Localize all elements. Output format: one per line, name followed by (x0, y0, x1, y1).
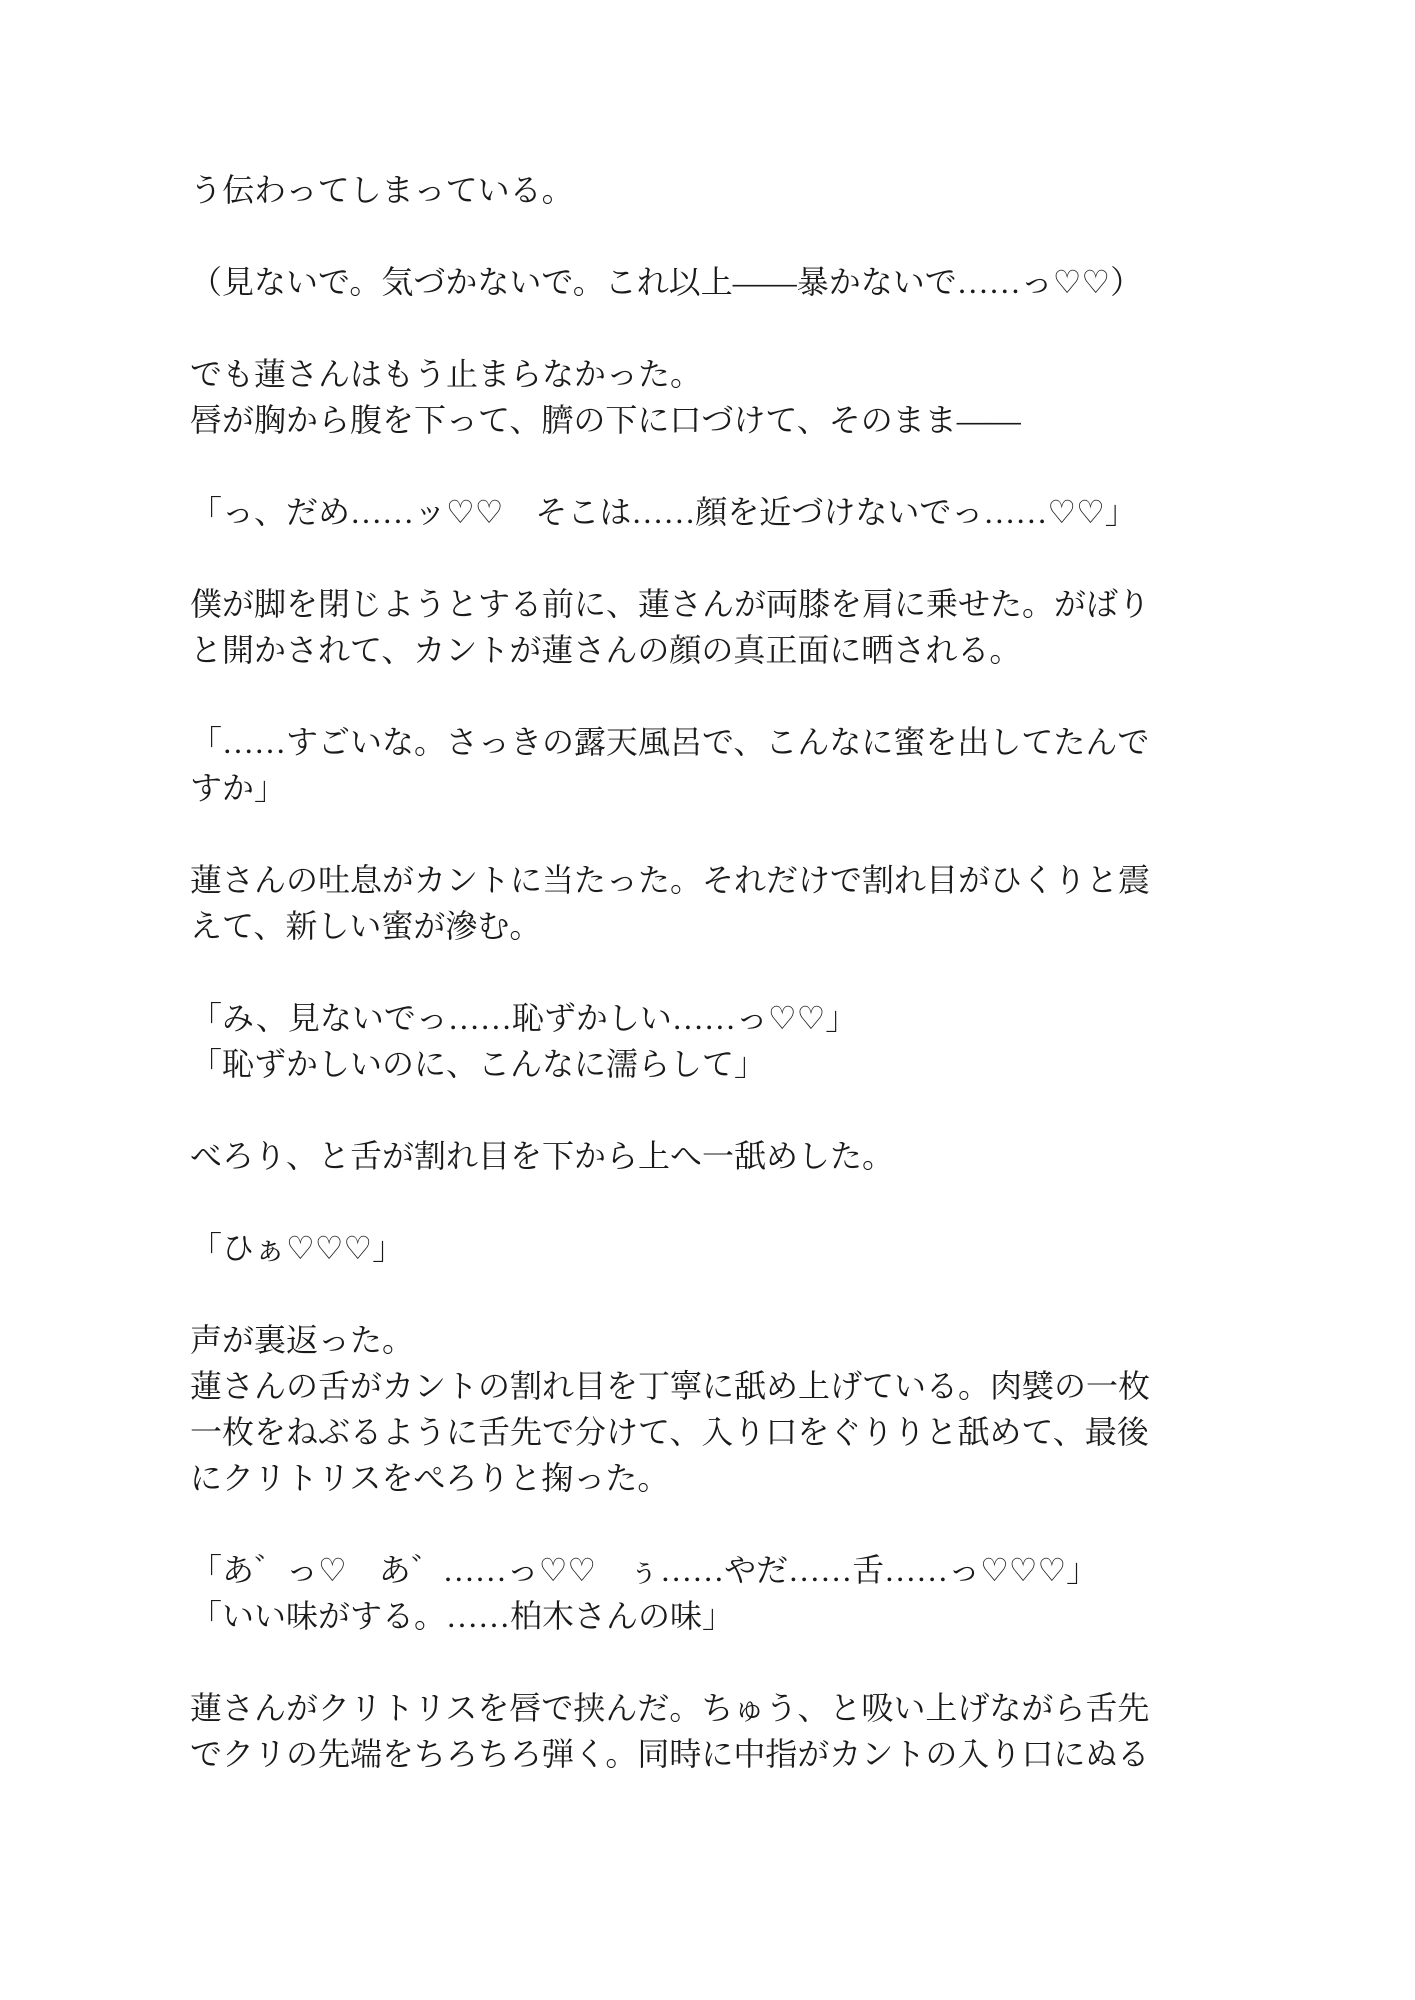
text-line: すか」 (190, 770, 287, 806)
text-line: べろり、と舌が割れ目を下から上へ一舐めした。 (190, 1138, 895, 1174)
paragraph (190, 719, 1200, 811)
text-line: （見ないで。気づかないで。これ以上——暴かないで……っ♡♡） (190, 264, 1143, 300)
paragraph (190, 1133, 1200, 1179)
paragraph (190, 1317, 1200, 1501)
paragraph (190, 259, 1200, 305)
text-line: 蓮さんの吐息がカントに当たった。それだけで割れ目がひくりと震 (190, 862, 1151, 898)
text-line: 蓮さんがクリトリスを唇で挟んだ。ちゅう、と吸い上げながら舌先 (190, 1690, 1150, 1726)
paragraph (190, 581, 1200, 673)
text-line: でも蓮さんはもう止まらなかった。 (190, 356, 703, 392)
text-line: 蓮さんの舌がカントの割れ目を丁寧に舐め上げている。肉襞の一枚 (190, 1368, 1151, 1404)
paragraph (190, 995, 1200, 1087)
paragraph (190, 1685, 1200, 1777)
text-line: 「っ、だめ……ッ♡♡ そこは……顔を近づけないでっ……♡♡」 (190, 494, 1137, 530)
text-line: 「あ゛っ♡ あ゛……っ♡♡ ぅ……やだ……舌……っ♡♡♡」 (190, 1552, 1099, 1588)
text-line: にクリトリスをぺろりと掬った。 (190, 1460, 670, 1496)
text-line: 唇が胸から腹を下って、臍の下に口づけて、そのまま—— (190, 402, 1021, 438)
text-line: 「恥ずかしいのに、こんなに濡らして」 (190, 1046, 767, 1082)
text-line: 声が裏返った。 (190, 1322, 415, 1358)
text-line: 一枚をねぶるように舌先で分けて、入り口をぐりりと舐めて、最後 (190, 1414, 1149, 1450)
text-line: でクリの先端をちろちろ弾く。同時に中指がカントの入り口にぬる (190, 1736, 1150, 1772)
paragraph (190, 167, 1200, 213)
paragraph (190, 489, 1200, 535)
text-line: と開かされて、カントが蓮さんの顔の真正面に晒される。 (190, 632, 1022, 668)
text-line: 「ひぁ♡♡♡」 (190, 1230, 405, 1266)
story-text (190, 167, 1200, 1777)
paragraph (190, 1225, 1200, 1271)
text-line: えて、新しい蜜が滲む。 (190, 908, 542, 944)
paragraph (190, 857, 1200, 949)
paragraph (190, 1547, 1200, 1639)
text-line: 僕が脚を閉じようとする前に、蓮さんが両膝を肩に乗せた。がばり (190, 586, 1151, 622)
text-line: 「いい味がする。……柏木さんの味」 (190, 1598, 735, 1634)
text-line: 「……すごいな。さっきの露天風呂で、こんなに蜜を出してたんで (190, 724, 1150, 760)
text-line: 「み、見ないでっ……恥ずかしい……っ♡♡」 (190, 1000, 858, 1036)
text-line: う伝わってしまっている。 (190, 172, 574, 208)
paragraph (190, 351, 1200, 443)
